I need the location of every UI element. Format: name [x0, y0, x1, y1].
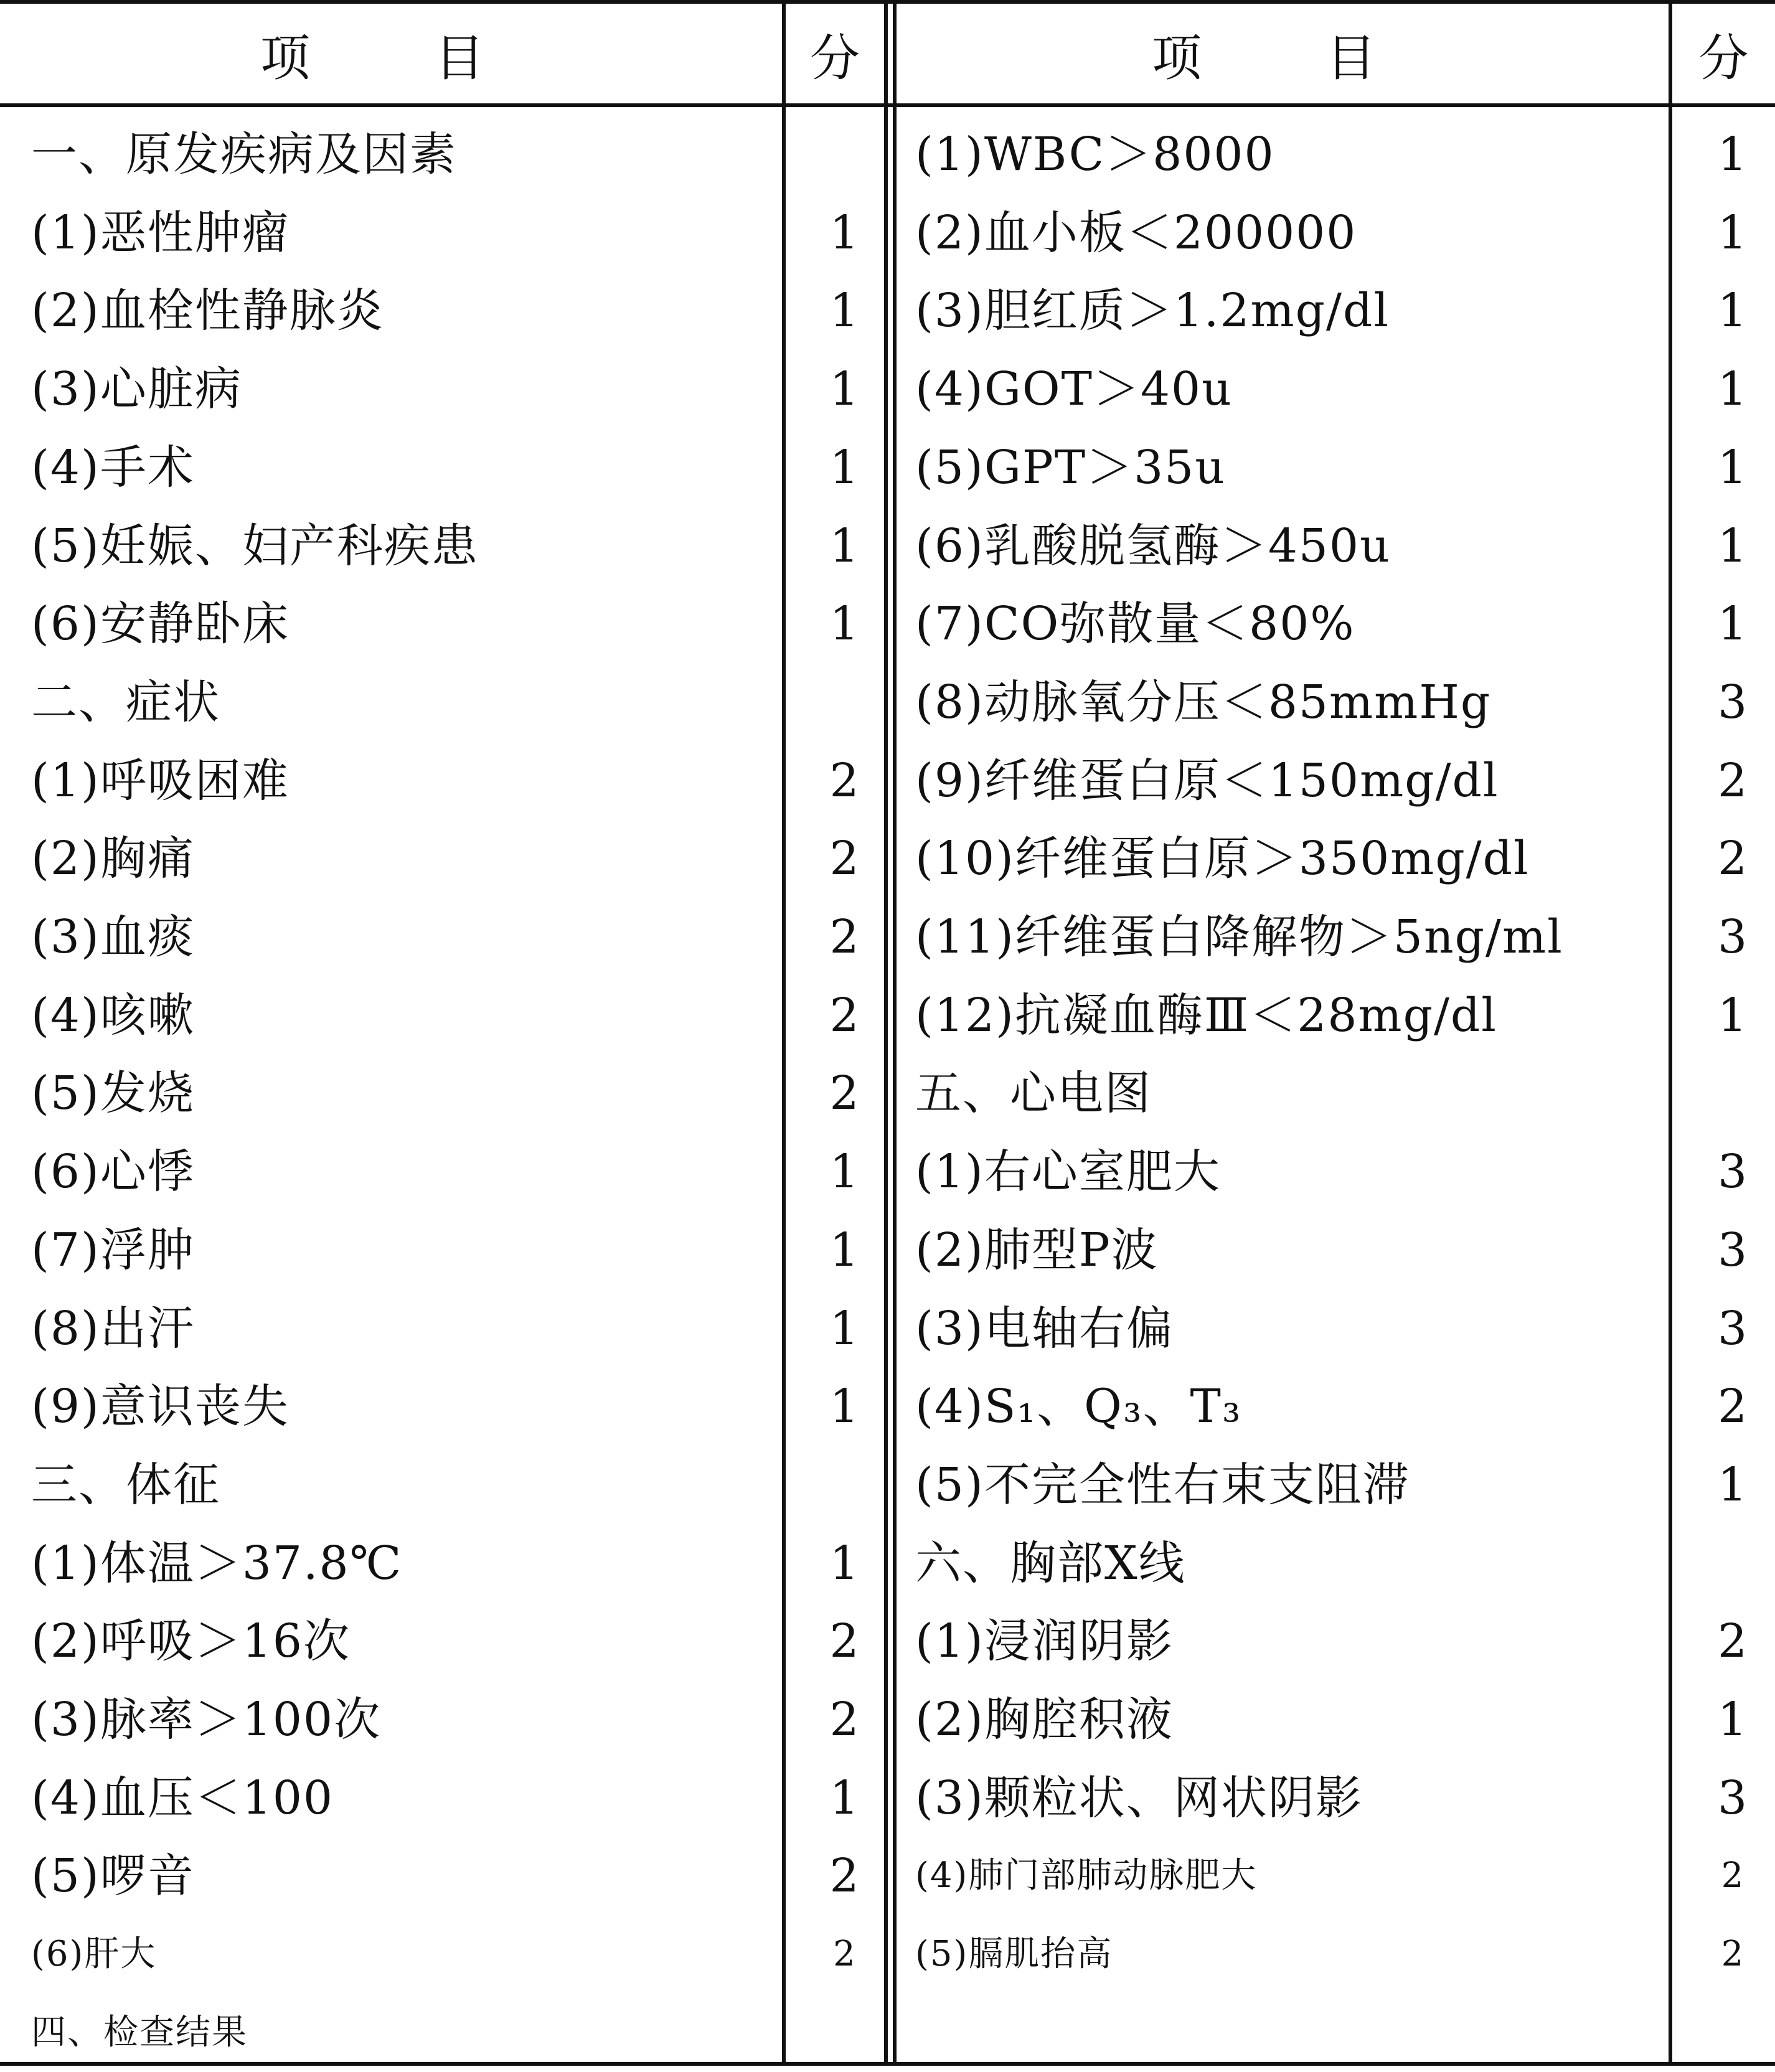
right-row-item: (5)GPT＞35u: [915, 441, 1226, 494]
right-row-item: (4)肺门部肺动脉肥大: [915, 1855, 1258, 1896]
right-row-score: 2: [1717, 754, 1749, 808]
right-row-item: (8)动脉氧分压＜85mmHg: [915, 676, 1492, 729]
right-row-score: 1: [1717, 519, 1749, 573]
left-row-item: (2)胸痛: [31, 832, 195, 885]
left-row-score: 1: [829, 284, 860, 337]
right-row-item: (7)CO弥散量＜80%: [915, 597, 1355, 651]
right-row-item: (1)浸润阴影: [915, 1614, 1174, 1668]
left-row-score: 2: [829, 910, 860, 964]
right-row-score: 3: [1717, 676, 1749, 729]
right-item-header: 项 目: [1152, 29, 1413, 87]
right-row-score: 2: [1721, 1855, 1745, 1896]
right-row-score: 3: [1717, 1223, 1749, 1277]
left-row-item: (4)咳嗽: [31, 989, 195, 1042]
left-row-score: 2: [829, 1067, 860, 1120]
left-row-score: 2: [829, 989, 860, 1042]
left-row-item: (8)出汗: [31, 1302, 195, 1355]
right-row-score: 1: [1717, 989, 1749, 1042]
left-row-score: 1: [829, 597, 860, 651]
left-row-score: 1: [829, 1302, 860, 1355]
right-row-score: 1: [1717, 206, 1749, 260]
left-row-score: [786, 1994, 904, 2072]
right-row-item: (5)不完全性右束支阻滞: [915, 1458, 1410, 1512]
left-row-score: 2: [829, 754, 860, 808]
right-row-item: (3)电轴右偏: [915, 1302, 1174, 1355]
left-item-header: 项 目: [260, 29, 522, 87]
right-row-score: 2: [1717, 832, 1749, 885]
left-row-score: 2: [829, 1614, 860, 1668]
left-row-item: (3)血痰: [31, 910, 195, 964]
right-row-score: [1672, 1054, 1775, 1133]
right-row-score: 3: [1717, 910, 1749, 964]
left-row-item: 一、原发疾病及因素: [31, 128, 457, 181]
left-score-header: 分: [810, 29, 860, 87]
right-row-item: 五、心电图: [915, 1067, 1152, 1120]
right-row-item: (4)S₁、Q₃、T₃: [915, 1380, 1242, 1433]
right-row-item: (12)抗凝血酶Ⅲ＜28mg/dl: [915, 989, 1497, 1042]
right-row-score: 2: [1717, 1380, 1749, 1433]
left-row-score: [786, 663, 904, 742]
left-row-score: [786, 115, 904, 194]
left-row-item: (4)手术: [31, 441, 195, 494]
right-row-item: (2)血小板＜200000: [915, 206, 1357, 260]
left-row-score: 1: [829, 519, 860, 573]
right-row-item: (1)WBC＞8000: [915, 128, 1275, 181]
left-row-item: (6)肝大: [31, 1934, 157, 1974]
left-row-item: (2)血栓性静脉炎: [31, 284, 384, 337]
left-row-score: 1: [829, 362, 860, 416]
left-row-score: 1: [829, 1537, 860, 1590]
right-row-score: 1: [1717, 441, 1749, 494]
left-row-score: 2: [833, 1934, 857, 1974]
right-row-item: (6)乳酸脱氢酶＞450u: [915, 519, 1391, 573]
right-row-item: (2)肺型P波: [915, 1223, 1159, 1277]
right-row-item: (3)胆红质＞1.2mg/dl: [915, 284, 1390, 337]
left-row-item: (3)心脏病: [31, 362, 242, 416]
right-row-score: 1: [1717, 362, 1749, 416]
right-row-item: (4)GOT＞40u: [915, 362, 1233, 416]
left-row-score: 1: [829, 1223, 860, 1277]
right-score-header: 分: [1698, 29, 1749, 87]
left-row-score: 1: [829, 441, 860, 494]
left-row-score: 1: [829, 1145, 860, 1198]
left-row-item: (1)呼吸困难: [31, 754, 290, 808]
left-row-score: 2: [829, 1849, 860, 1903]
right-row-score: 1: [1717, 597, 1749, 651]
left-row-item: (7)浮肿: [31, 1223, 195, 1277]
right-row-item: (10)纤维蛋白原＞350mg/dl: [915, 832, 1530, 885]
left-row-item: (1)体温＞37.8℃: [31, 1537, 403, 1590]
right-row-item: (11)纤维蛋白降解物＞5ng/ml: [915, 910, 1563, 964]
left-row-score: 2: [829, 1693, 860, 1746]
left-row-item: (4)血压＜100: [31, 1771, 334, 1825]
left-row-item: (3)脉率＞100次: [31, 1693, 382, 1746]
right-row-score: 3: [1717, 1771, 1749, 1825]
right-row-score: 2: [1721, 1934, 1745, 1974]
right-row-score: 3: [1717, 1145, 1749, 1198]
left-row-item: (6)安静卧床: [31, 597, 290, 651]
right-row-score: 3: [1717, 1302, 1749, 1355]
right-row-score: 1: [1717, 1693, 1749, 1746]
left-row-item: (5)啰音: [31, 1849, 195, 1903]
left-row-score: 1: [829, 1771, 860, 1825]
right-row-score: [1672, 1524, 1775, 1603]
right-row-item: (5)膈肌抬高: [915, 1934, 1113, 1974]
left-row-score: 1: [829, 206, 860, 260]
right-row-score: 1: [1717, 128, 1749, 181]
right-row-item: (9)纤维蛋白原＜150mg/dl: [915, 754, 1499, 808]
left-row-item: (1)恶性肿瘤: [31, 206, 290, 260]
left-row-item: (5)妊娠、妇产科疾患: [31, 519, 479, 573]
left-row-score: 1: [829, 1380, 860, 1433]
left-row-item: (6)心悸: [31, 1145, 195, 1198]
right-row-item: (2)胸腔积液: [915, 1693, 1174, 1746]
left-row-item: 三、体征: [31, 1458, 220, 1512]
right-row-item: 六、胸部X线: [915, 1537, 1186, 1590]
left-row-item: (9)意识丧失: [31, 1380, 290, 1433]
left-row-item: 二、症状: [31, 676, 220, 729]
left-row-score: 2: [829, 832, 860, 885]
left-row-item: (5)发烧: [31, 1067, 195, 1120]
right-row-score: 1: [1717, 284, 1749, 337]
left-row-item: (2)呼吸＞16次: [31, 1614, 351, 1668]
right-row-item: (3)颗粒状、网状阴影: [915, 1771, 1363, 1825]
right-row-score: 2: [1717, 1614, 1749, 1668]
left-row-item: 四、检查结果: [31, 2012, 248, 2053]
left-row-score: [786, 1446, 904, 1524]
right-row-score: 1: [1717, 1458, 1749, 1512]
right-row-item: (1)右心室肥大: [915, 1145, 1221, 1198]
